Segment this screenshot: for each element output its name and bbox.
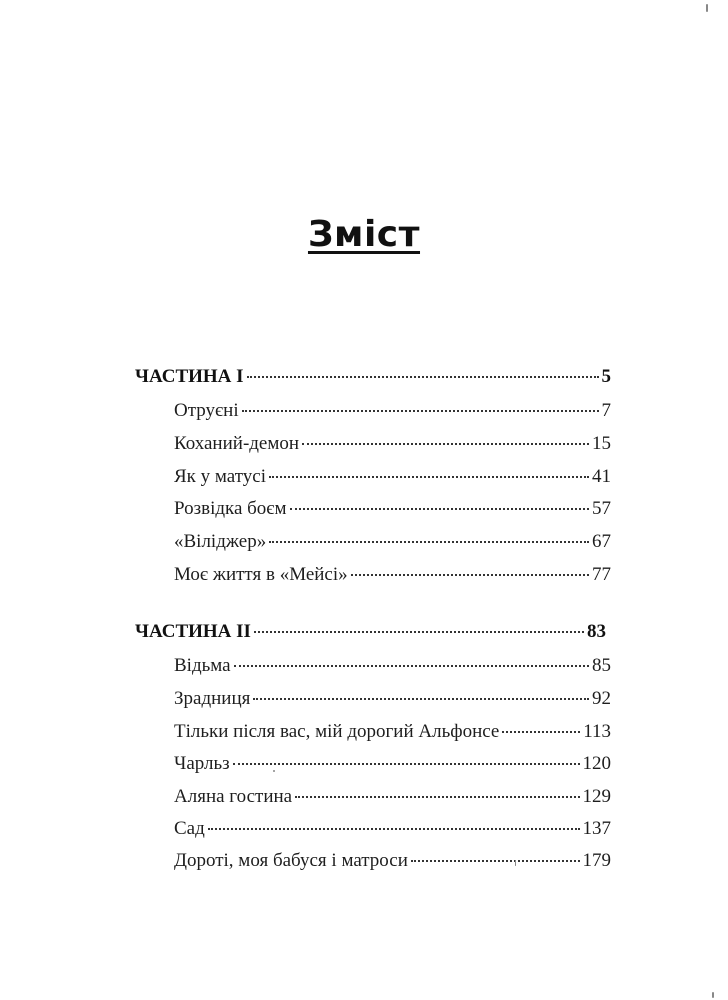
toc-page-number: 129 xyxy=(582,786,611,807)
toc-leader-dots xyxy=(290,508,590,510)
toc-leader-dots xyxy=(242,410,599,412)
toc-entry-label: «Віліджер» xyxy=(174,531,267,552)
toc-leader-dots xyxy=(254,631,584,633)
toc-page-number: 137 xyxy=(582,818,611,839)
toc-page-number: 41 xyxy=(592,466,611,487)
toc-leader-dots xyxy=(247,376,599,378)
toc-entry[interactable] xyxy=(174,752,611,776)
toc-entry[interactable] xyxy=(174,465,611,489)
scan-speck xyxy=(273,770,275,772)
toc-entry-label: Чарльз xyxy=(174,753,230,774)
toc-leader-dots xyxy=(502,731,580,733)
toc-page-number: 7 xyxy=(601,400,611,421)
toc-entry-label: Дороті, моя бабуся і матроси xyxy=(174,850,408,871)
toc-leader-dots xyxy=(233,763,580,765)
page-title-text: Зміст xyxy=(307,214,421,255)
toc-entry[interactable] xyxy=(174,687,611,711)
toc-entry-label: Зрадниця xyxy=(174,688,251,709)
toc-entry-label: Тільки після вас, мій дорогий Альфонсе xyxy=(174,721,500,742)
toc-leader-dots xyxy=(208,828,580,830)
toc-leader-dots xyxy=(269,476,589,478)
toc-page-number: 120 xyxy=(582,753,611,774)
toc-leader-dots xyxy=(269,541,589,543)
toc-entry[interactable] xyxy=(174,654,611,678)
toc-part-1[interactable] xyxy=(135,365,611,389)
toc-entry-label: Аляна гостина xyxy=(174,786,293,807)
toc-entry[interactable] xyxy=(174,817,611,841)
toc-page-number: 113 xyxy=(583,721,611,742)
toc-entry[interactable] xyxy=(174,785,611,809)
toc-leader-dots xyxy=(302,443,589,445)
toc-page-number: 179 xyxy=(582,850,611,871)
toc-entry-label: Розвідка боєм xyxy=(174,498,287,519)
toc-entry-label: Відьма xyxy=(174,655,231,676)
toc-entry[interactable] xyxy=(174,849,611,873)
toc-entry-label: Сад xyxy=(174,818,205,839)
toc-entry[interactable] xyxy=(174,720,611,744)
toc-page-number: 83 xyxy=(587,621,606,642)
toc-page-number: 5 xyxy=(601,366,611,387)
toc-entry-label: Коханий-демон xyxy=(174,433,300,454)
toc-page-number: 92 xyxy=(592,688,611,709)
toc-entry-label: Як у матусі xyxy=(174,466,267,487)
toc-entry-label: Отруєні xyxy=(174,400,239,421)
scan-speck xyxy=(712,992,714,998)
toc-entry[interactable] xyxy=(174,530,611,554)
toc-entry[interactable] xyxy=(174,563,611,587)
toc-page-number: 85 xyxy=(592,655,611,676)
toc-entry[interactable] xyxy=(174,399,611,423)
toc-part-label: ЧАСТИНА ІІ xyxy=(135,621,251,642)
toc-leader-dots xyxy=(295,796,579,798)
toc-page-number: 77 xyxy=(592,564,611,585)
toc-entry[interactable] xyxy=(174,497,611,521)
toc-part-label: ЧАСТИНА І xyxy=(135,366,244,387)
toc-page-number: 57 xyxy=(592,498,611,519)
toc-leader-dots xyxy=(411,860,580,862)
toc-page-number: 15 xyxy=(592,433,611,454)
toc-leader-dots xyxy=(253,698,589,700)
toc-page-number: 67 xyxy=(592,531,611,552)
toc-leader-dots xyxy=(351,574,589,576)
toc-leader-dots xyxy=(234,665,589,667)
toc-part-2[interactable] xyxy=(135,620,606,644)
scan-speck xyxy=(706,4,708,12)
toc-entry[interactable] xyxy=(174,432,611,456)
toc-entry-label: Моє життя в «Мейсі» xyxy=(174,564,348,585)
scan-speck xyxy=(515,860,516,866)
